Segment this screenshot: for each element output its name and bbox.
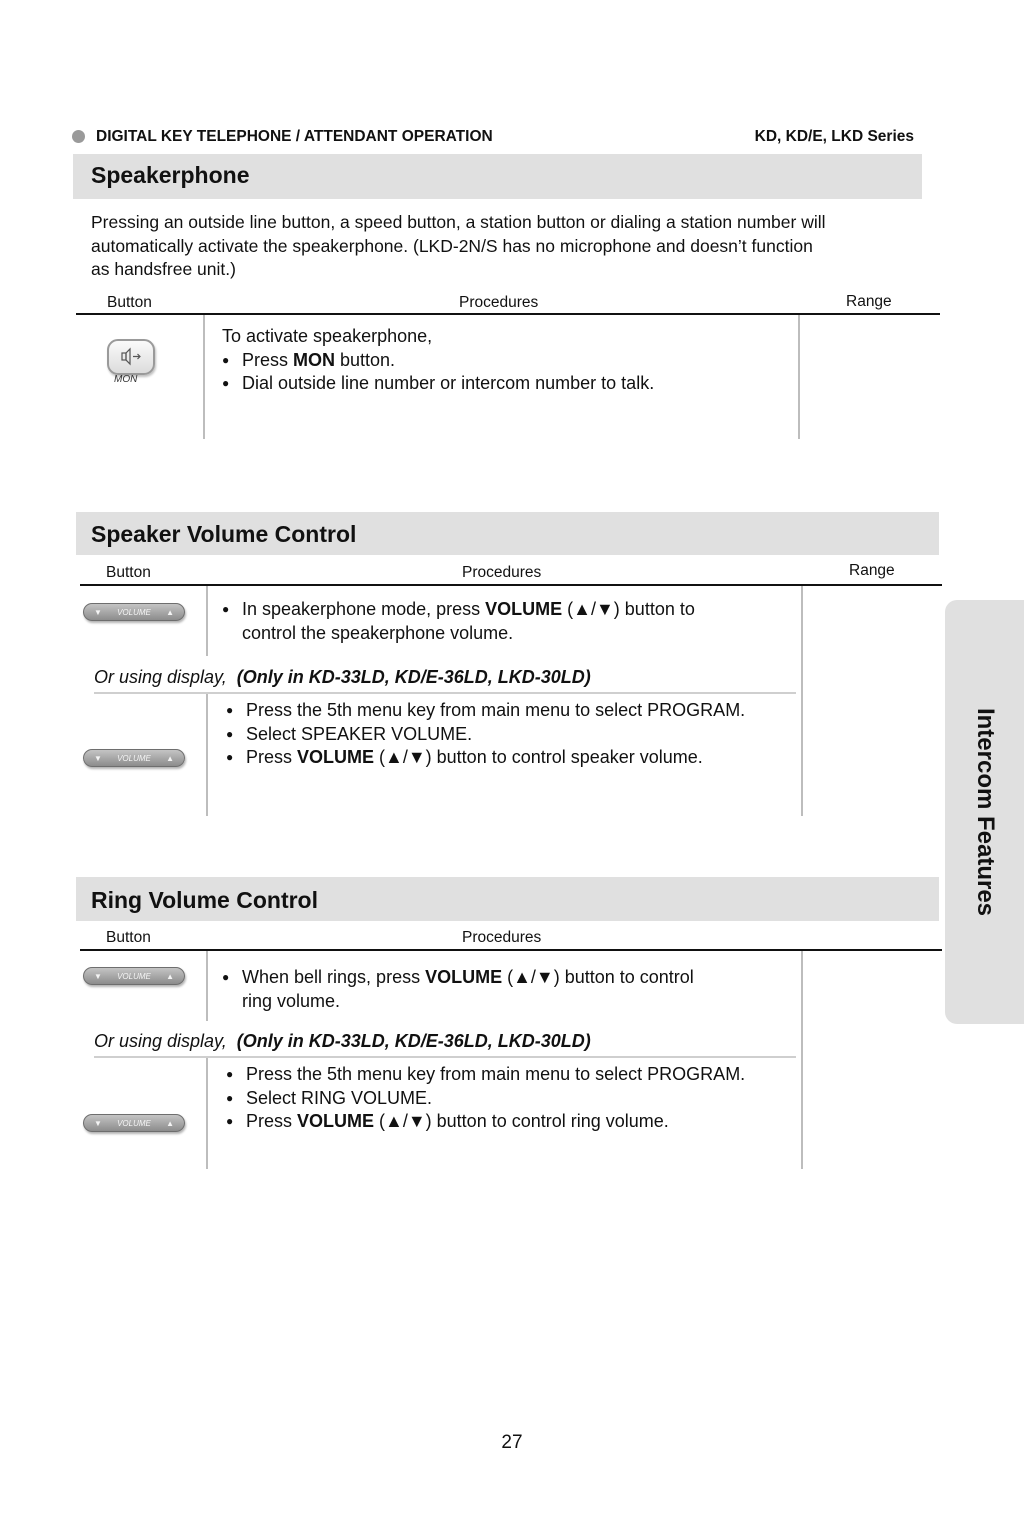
step-text: Dial outside line number or intercom number to talk. — [242, 373, 655, 393]
volume-button-label: VOLUME — [117, 971, 151, 981]
column-divider — [203, 315, 205, 439]
step-text-part: (▲/▼) button to — [562, 599, 695, 619]
bullet-icon: ● — [222, 602, 230, 616]
speaker-volume-procedure — [222, 598, 792, 645]
display-alternative-note — [94, 667, 591, 688]
step-text: Press the 5th menu key from main menu to select PROGRAM. — [246, 700, 746, 720]
display-alternative-note — [94, 1031, 591, 1052]
volume-button-label: VOLUME — [117, 753, 151, 763]
column-divider — [801, 586, 803, 816]
column-header-procedures: Procedures — [459, 294, 539, 311]
procedure-step — [226, 746, 796, 770]
column-header-button: Button — [107, 294, 152, 311]
alt-models: (Only in KD-33LD, KD/E-36LD, LKD-30LD) — [236, 1031, 591, 1051]
step-text-part: When bell rings, press — [242, 967, 426, 987]
header-bullet-icon — [72, 130, 85, 143]
step-text-part: Press — [246, 1111, 298, 1131]
section-title-speaker-volume: Speaker Volume Control — [91, 521, 357, 547]
step-text — [242, 598, 695, 622]
procedure-lead: To activate speakerphone, — [222, 326, 433, 346]
speakerphone-intro — [91, 211, 826, 282]
procedure-step — [222, 966, 792, 990]
volume-up-icon: ▲ — [166, 1118, 174, 1128]
step-text — [246, 746, 703, 770]
mon-button-icon — [107, 339, 155, 375]
bullet-icon: ● — [222, 970, 230, 984]
volume-button-label: VOLUME — [117, 1118, 151, 1128]
step-continuation: control the speakerphone volume. — [242, 622, 514, 643]
procedure-step — [226, 699, 796, 723]
table-header-rule — [80, 584, 942, 586]
page-number: 27 — [501, 1432, 523, 1453]
bullet-icon: ● — [222, 352, 230, 367]
chapter-side-tab-label: Intercom Features — [971, 707, 999, 917]
volume-button-icon — [83, 1114, 185, 1132]
intro-line: automatically activate the speakerphone. (LKD-2N/S has no microphone and doesn’t function — [91, 235, 813, 256]
bullet-icon: ● — [226, 703, 234, 717]
volume-down-icon: ▼ — [94, 753, 102, 763]
column-divider — [206, 1058, 208, 1169]
bullet-icon: ● — [226, 750, 234, 764]
alt-models: (Only in KD-33LD, KD/E-36LD, LKD-30LD) — [236, 667, 591, 687]
section-title-ring-volume: Ring Volume Control — [91, 887, 319, 913]
alt-prefix: Or using display, — [94, 667, 227, 687]
step-text: Select RING VOLUME. — [246, 1087, 433, 1108]
ring-volume-procedure — [222, 966, 792, 1013]
header-series: KD, KD/E, LKD Series — [754, 128, 914, 145]
column-header-button: Button — [106, 564, 151, 581]
bullet-icon: ● — [226, 1067, 234, 1081]
bullet-icon: ● — [226, 1114, 234, 1128]
table-header-rule — [80, 949, 942, 951]
speaker-volume-display-procedure — [226, 699, 796, 770]
step-text-part: Press — [246, 747, 298, 767]
procedure-step — [222, 372, 792, 396]
step-key-name: MON — [293, 349, 336, 370]
procedure-step — [226, 1110, 796, 1134]
alt-divider — [94, 692, 796, 694]
step-key-name: VOLUME — [297, 747, 375, 767]
step-text: Select SPEAKER VOLUME. — [246, 723, 473, 744]
bullet-icon: ● — [226, 726, 234, 741]
column-divider — [206, 694, 208, 816]
volume-down-icon: ▼ — [94, 971, 102, 981]
volume-down-icon: ▼ — [94, 1118, 102, 1128]
column-divider — [801, 951, 803, 1169]
column-header-button: Button — [106, 929, 151, 946]
table-header-rule — [76, 313, 940, 315]
header-title: DIGITAL KEY TELEPHONE / ATTENDANT OPERATION — [96, 128, 493, 145]
speakerphone-procedure — [222, 325, 792, 396]
step-key-name: VOLUME — [425, 967, 503, 987]
volume-button-icon — [83, 967, 185, 985]
volume-up-icon: ▲ — [166, 753, 174, 763]
procedure-step — [226, 1063, 796, 1087]
column-header-range: Range — [849, 562, 895, 579]
column-header-range: Range — [846, 293, 892, 310]
volume-up-icon: ▲ — [166, 607, 174, 617]
speaker-icon — [109, 341, 153, 373]
column-header-procedures: Procedures — [462, 564, 542, 581]
step-text — [246, 1110, 669, 1134]
step-text-part: button. — [335, 349, 396, 370]
mon-button-label: MON — [114, 374, 138, 385]
alt-divider — [94, 1056, 796, 1058]
procedure-step — [226, 723, 796, 747]
step-text — [242, 966, 694, 990]
step-continuation: ring volume. — [242, 990, 341, 1011]
step-key-name: VOLUME — [485, 599, 563, 619]
volume-button-icon — [83, 603, 185, 621]
intro-line: as handsfree unit.) — [91, 259, 236, 279]
alt-prefix: Or using display, — [94, 1031, 227, 1051]
ring-volume-display-procedure — [226, 1063, 796, 1134]
volume-button-label: VOLUME — [117, 607, 151, 617]
intro-line: Pressing an outside line button, a speed button, a station button or dialing a station number will — [91, 212, 826, 232]
step-text-part: (▲/▼) button to control ring volume. — [374, 1111, 669, 1131]
column-divider — [206, 951, 208, 1021]
column-header-procedures: Procedures — [462, 929, 542, 946]
procedure-step — [222, 349, 792, 373]
volume-up-icon: ▲ — [166, 971, 174, 981]
volume-button-icon — [83, 749, 185, 767]
column-divider — [798, 315, 800, 439]
volume-down-icon: ▼ — [94, 607, 102, 617]
chapter-side-tab — [945, 600, 1024, 1024]
column-divider — [206, 586, 208, 656]
step-text: Press the 5th menu key from main menu to select PROGRAM. — [246, 1064, 746, 1084]
step-key-name: VOLUME — [297, 1111, 375, 1131]
step-text-part: In speakerphone mode, press — [242, 599, 486, 619]
step-text — [242, 349, 395, 373]
step-text-part: Press — [242, 349, 294, 370]
procedure-step — [222, 598, 792, 622]
bullet-icon: ● — [226, 1090, 234, 1105]
step-text-part: (▲/▼) button to control speaker volume. — [374, 747, 703, 767]
procedure-step — [226, 1087, 796, 1111]
section-title-speakerphone: Speakerphone — [91, 162, 250, 188]
step-text-part: (▲/▼) button to control — [502, 967, 694, 987]
bullet-icon: ● — [222, 376, 230, 390]
